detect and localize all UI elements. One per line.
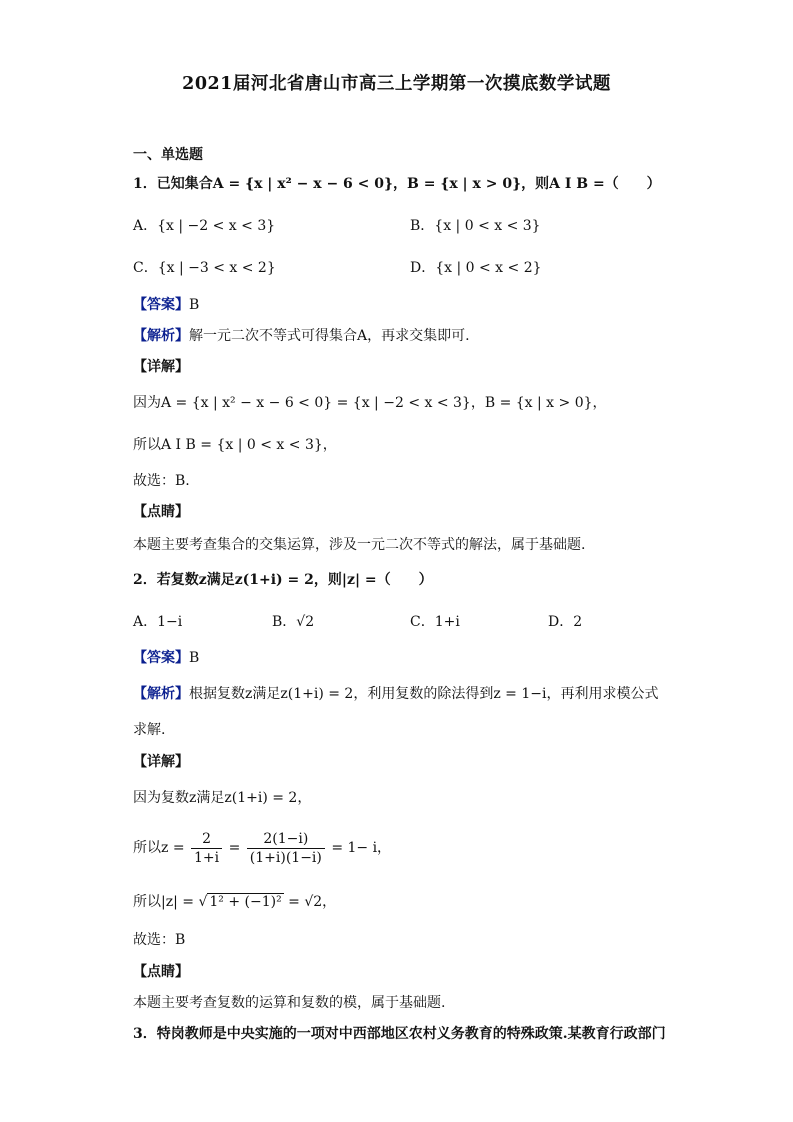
answer-label: 【答案】: [133, 650, 189, 666]
document-title: 2021届河北省唐山市高三上学期第一次摸底数学试题: [182, 74, 611, 94]
q1-comment: 本题主要考查集合的交集运算，涉及一元二次不等式的解法，属于基础题.: [133, 537, 586, 553]
detail-suffix: = √2，: [288, 894, 337, 910]
analysis-label: 【解析】: [133, 686, 189, 702]
q1-choice: 故选：B.: [133, 473, 190, 489]
fraction: [247, 830, 325, 867]
q2-stem: 2．若复数z满足z(1+i) = 2，则|z| =（ ）: [133, 572, 433, 588]
q2-comment: 本题主要考查复数的运算和复数的模，属于基础题.: [133, 995, 446, 1011]
sqrt-content: 1² + (−1)²: [209, 894, 282, 910]
section-heading: 一、单选题: [133, 147, 203, 163]
analysis-text: 解一元二次不等式可得集合A，再求交集即可.: [189, 328, 470, 344]
q2-detail-2: [133, 826, 391, 870]
q2-detail-label: 【详解】: [133, 754, 189, 770]
detail-prefix: 所以z =: [133, 840, 185, 856]
q2-answer-row: [133, 648, 199, 668]
q2-option-d: D．2: [548, 614, 583, 630]
detail-suffix: = 1− i，: [331, 840, 392, 856]
q2-detail-3: [133, 892, 336, 912]
equals-sign: =: [228, 840, 241, 856]
answer-value: B: [189, 650, 200, 666]
q1-analysis-row: [133, 326, 470, 346]
detail-prefix: 所以|z| =: [133, 894, 194, 910]
analysis-text: 根据复数z满足z(1+i) = 2，利用复数的除法得到z = 1−i，再利用求模公式: [189, 686, 659, 702]
fraction-numerator: 2: [191, 830, 222, 849]
q2-analysis-cont: 求解.: [133, 722, 166, 738]
answer-value: B: [189, 297, 200, 313]
q2-option-b: B．√2: [272, 614, 315, 630]
analysis-label: 【解析】: [133, 328, 189, 344]
q1-detail-2: 所以A I B = {x | 0 < x < 3}，: [133, 437, 337, 453]
q2-option-a: A．1−i: [133, 614, 183, 630]
q1-option-b: B．{x | 0 < x < 3}: [410, 218, 541, 234]
q3-stem: 3．特岗教师是中央实施的一项对中西部地区农村义务教育的特殊政策.某教育行政部门: [133, 1026, 666, 1042]
fraction: [191, 830, 222, 867]
q2-comment-label: 【点睛】: [133, 964, 189, 980]
q1-option-a: A．{x | −2 < x < 3}: [133, 218, 276, 234]
sqrt-sign-icon: √: [198, 894, 208, 910]
q2-detail-1: 因为复数z满足z(1+i) = 2，: [133, 790, 312, 806]
answer-label: 【答案】: [133, 297, 189, 313]
q1-option-d: D．{x | 0 < x < 2}: [410, 260, 542, 276]
q1-comment-label: 【点睛】: [133, 504, 189, 520]
q1-option-c: C．{x | −3 < x < 2}: [133, 260, 276, 276]
fraction-denominator: 1+i: [194, 849, 220, 866]
q2-choice: 故选：B: [133, 932, 186, 948]
q1-answer-row: [133, 295, 199, 315]
q2-option-c: C．1+i: [410, 614, 460, 630]
q2-analysis-row: [133, 684, 658, 704]
q1-stem: 1．已知集合A = {x | x² − x − 6 < 0}，B = {x | x > 0}，则A I B =（ ）: [133, 176, 661, 192]
fraction-numerator: 2(1−i): [247, 830, 325, 849]
q1-detail-1: 因为A = {x | x² − x − 6 < 0} = {x | −2 < x < 3}，B = {x | x > 0}，: [133, 395, 607, 411]
q1-detail-label: 【详解】: [133, 359, 189, 375]
fraction-denominator: (1+i)(1−i): [249, 849, 322, 866]
